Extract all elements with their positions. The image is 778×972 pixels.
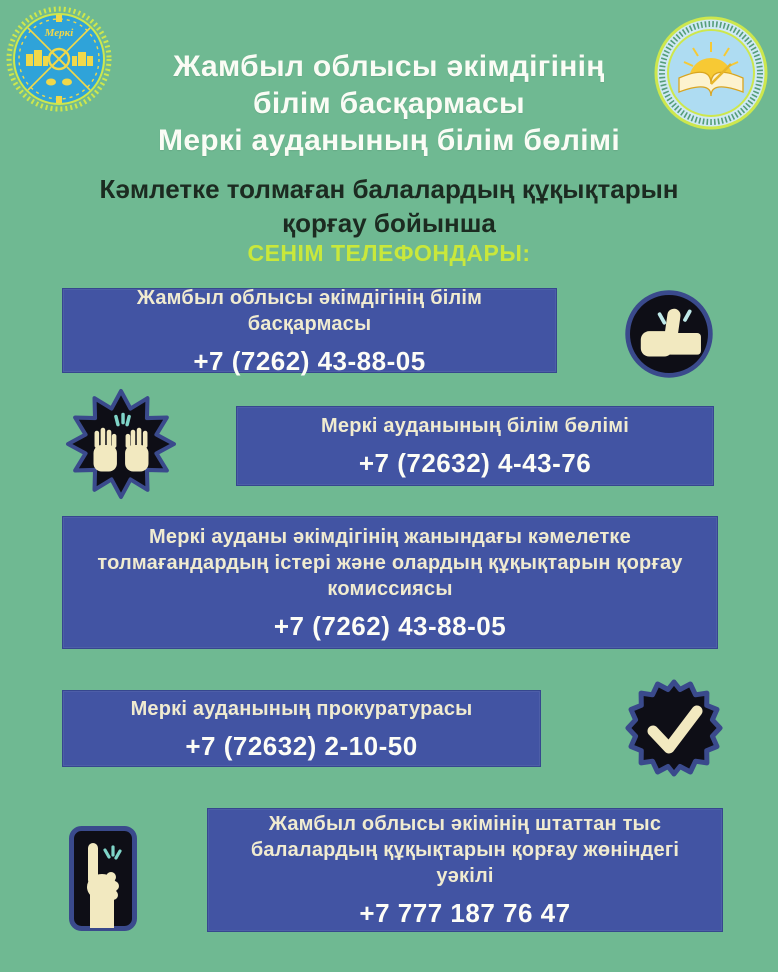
attention-finger-icon <box>68 825 138 932</box>
poster-subtitle <box>0 172 778 240</box>
poster-title <box>0 48 778 159</box>
trust-phones-heading: СЕНІМ ТЕЛЕФОНДАРЫ: <box>247 240 531 266</box>
contact-label: Жамбыл облысы әкімдігінің білім басқармасы <box>136 286 483 335</box>
contact-card-children-rights-ombudsman <box>207 808 723 932</box>
contact-label: Меркі ауданы әкімдігінің жанындағы кәмелетке толмағандардың істері және олардың құқықтарын қорғау комиссиясы <box>97 525 683 600</box>
contact-card-education-board <box>62 286 557 376</box>
contact-phone: +7 (72632) 2-10-50 <box>185 730 418 761</box>
contact-label: Жамбыл облысы әкімінің штаттан тыс балалардың құқықтарын қорғау жөніндегі уәкілі <box>250 813 680 887</box>
contact-phone: +7 (7262) 43-88-05 <box>273 610 507 641</box>
contact-label: Меркі ауданының білім бөлімі <box>321 415 629 437</box>
emblem-name-text: Меркі <box>44 27 74 39</box>
contact-phone: +7 (7262) 43-88-05 <box>193 345 426 376</box>
contact-phone: +7 (72632) 4-43-76 <box>358 448 592 478</box>
title-line-2: білім басқармасы <box>253 87 525 120</box>
contact-card-district-education <box>236 406 714 486</box>
contact-card-minors-commission <box>62 516 718 649</box>
check-badge-icon <box>624 678 724 778</box>
title-line-1: Жамбыл облысы әкімдігінің <box>173 50 605 83</box>
contact-label: Меркі ауданының прокуратурасы <box>130 697 473 720</box>
raised-hands-star-icon <box>63 388 179 500</box>
contact-card-prosecutor <box>62 690 541 767</box>
thumbs-up-icon <box>622 287 716 381</box>
contact-phone: +7 777 187 76 47 <box>359 898 571 928</box>
subtitle-line-2: қорғау бойынша <box>282 208 496 238</box>
subtitle-line-1: Кәмлетке толмаған балалардың құқықтарын <box>99 174 679 204</box>
title-line-3: Меркі ауданының білім бөлімі <box>158 124 620 157</box>
